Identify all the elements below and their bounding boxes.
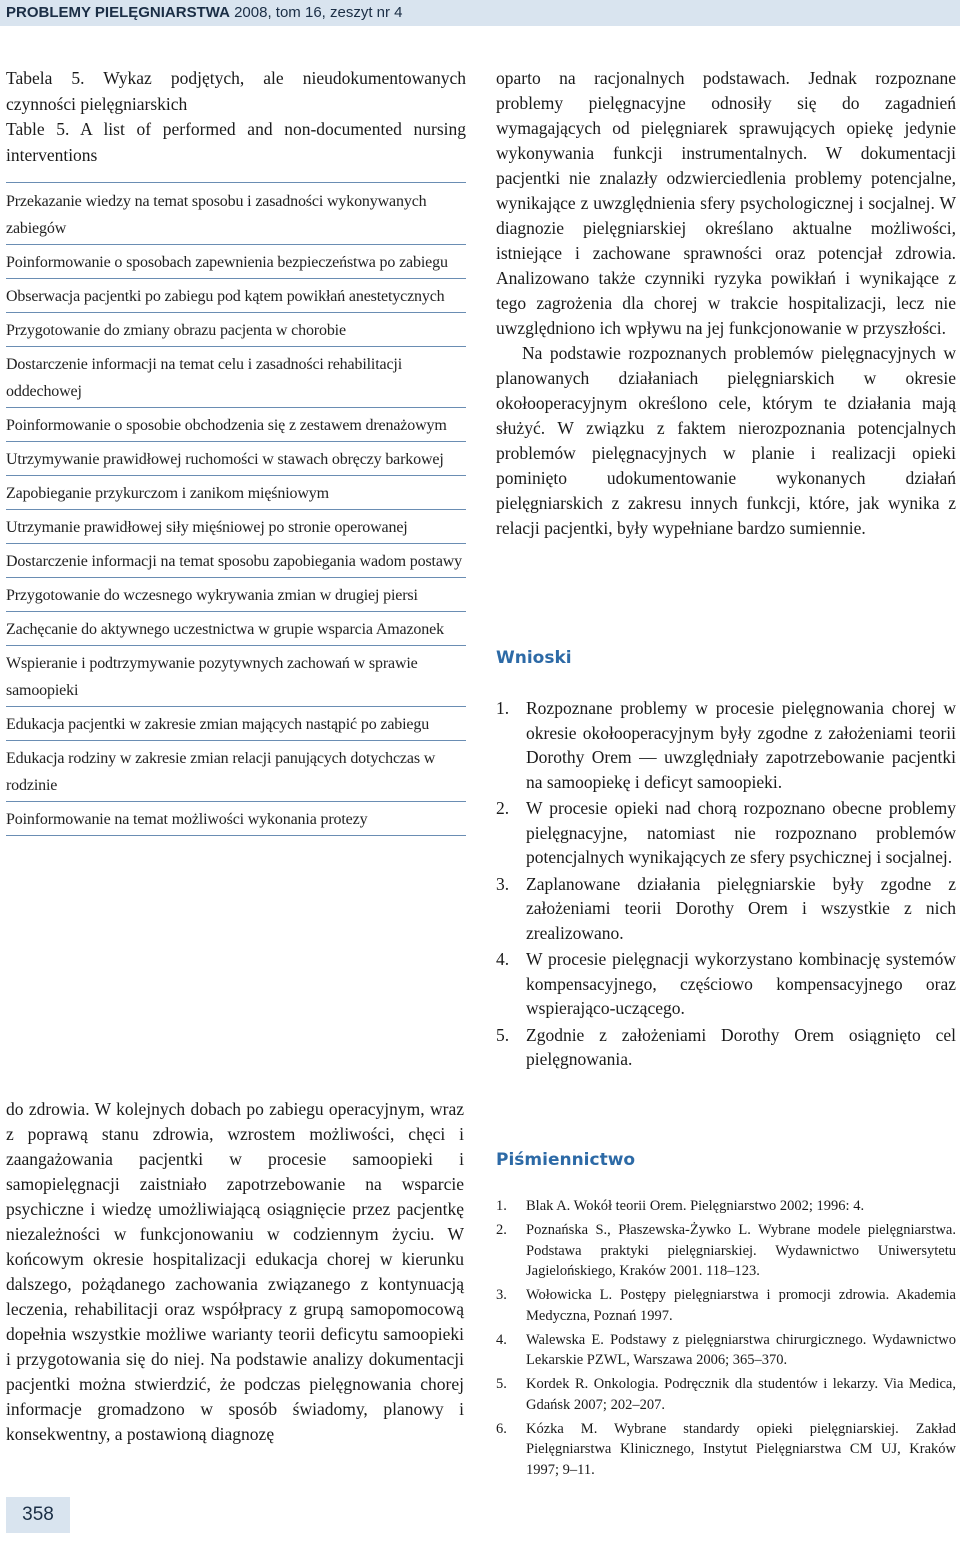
table-row: Dostarczenie informacji na temat celu i zasadności rehabilitacji oddechowej [6,350,466,408]
list-item [496,872,956,946]
table-5 [6,66,466,836]
table-rows [6,182,466,836]
table-row: Obserwacja pacjentki po zabiegu pod kątem powikłań anestetycznych [6,282,466,313]
table-row: Wspieranie i podtrzymywanie pozytywnych zachowań w sprawie samoopieki [6,649,466,707]
item-text: Zgodnie z założeniami Dorothy Orem osiągnięto cel pielęgnowania. [526,1024,956,1069]
table-row: Przygotowanie do wczesnego wykrywania zmian w drugiej piersi [6,581,466,612]
reference-item [496,1419,956,1481]
references-list [496,1196,956,1484]
reference-item [496,1330,956,1371]
table-row: Edukacja pacjentki w zakresie zmian mających nastąpić po zabiegu [6,710,466,741]
body-paragraph: do zdrowia. W kolejnych dobach po zabiegu operacyjnym, wraz z poprawą stanu zdrowia, wzrostem możliwości, chęci i zaangażowania pacjentki w procesie samoopieki i samopielęgnacji zaistniało zapotrzebowanie na wsparcie psychiczne i wiedzę umożliwiającą osiągnięcie przez pacjentkę niezależności w funkcjonowaniu w codziennym życiu. W końcowym okresie hospitalizacji edukacja chorej w kierunku dalszego, pożądanego zachowania związanego z kontynuacją leczenia, rehabilitacji oraz współpracy z grupą samopomocową dopełnia wszystkie możliwe warianty teorii deficytu samoopieki i przygotowania się do niej. Na podstawie analizy dokumentacji pacjentki można stwierdzić, że podczas pielęgnowania chorej informacje gromadzono w sposób świadomy, planowy i konsekwentny, a postawioną diagnozę [6,1099,464,1444]
page-number: 358 [6,1497,70,1533]
list-item [496,947,956,1021]
list-item [496,796,956,870]
item-text: W procesie pielęgnacji wykorzystano kombinację systemów kompensacyjnego, częściowo kompensacyjnego oraz wspierająco-uczącego. [526,949,956,1018]
reference-item [496,1220,956,1282]
references-heading: Piśmiennictwo [496,1150,636,1170]
reference-text: Blak A. Wokół teorii Orem. Pielęgniarstwo 2002; 1996: 4. [526,1198,865,1214]
table-caption-pl: Tabela 5. Wykaz podjętych, ale nieudokumentowanych czynności pielęgniarskich [6,68,466,114]
body-paragraph: Na podstawie rozpoznanych problemów pielęgnacyjnych w planowanych działaniach pielęgniarskich w okresie okołooperacyjnym określono cele, którym te działania mają służyć. W związku z faktem nierozpoznania potencjalnych problemów pielęgnacyjnych w planie i realizacji opieki pominięto udokumentowanie wykonanych działań pielęgniarskich z zakresu innych funkcji, które, jak wynika z relacji pacjentki, były wypełniane bardzo sumiennie. [496,343,956,538]
table-row: Zachęcanie do aktywnego uczestnictwa w grupie wsparcia Amazonek [6,615,466,646]
table-row: Dostarczenie informacji na temat sposobu zapobiegania wadom postawy [6,547,466,578]
item-text: Rozpoznane problemy w procesie pielęgnowania chorej w okresie okołooperacyjnym były zgodne z założeniami teorii Dorothy Orem — uwzględniały zapotrzebowanie pacjentki na samoopiekę i deficyt samoopieki. [526,698,956,792]
reference-item [496,1285,956,1326]
list-item [496,696,956,794]
item-number: 5. [496,1376,507,1392]
reference-item [496,1374,956,1415]
journal-name: PROBLEMY PIELĘGNIARSTWA [6,4,230,21]
reference-text: Kordek R. Onkologia. Podręcznik dla studentów i lekarzy. Via Medica, Gdańsk 2007; 202–207. [526,1376,956,1413]
table-row: Poinformowanie na temat możliwości wykonania protezy [6,805,466,836]
list-item [496,1023,956,1072]
item-number: 3. [496,873,510,894]
item-number: 6. [496,1420,507,1437]
reference-text: Wołowicka L. Postępy pielęgniarstwa i promocji zdrowia. Akademia Medyczna, Poznań 1997. [526,1287,956,1324]
item-text: W procesie opieki nad chorą rozpoznano obecne problemy pielęgnacyjne, natomiast nie rozpoznano problemów potencjalnych wynikających ze sfery psychicznej i socjalnej. [526,798,956,867]
body-paragraph: oparto na racjonalnych podstawach. Jednak rozpoznane problemy pielęgnacyjne odnosiły się do zagadnień wymagających od pielęgniarek sprawujących opiekę jedynie wykonywania funkcji instrumentalnych. W dokumentacji pacjentki nie znalazły odzwierciedlenia problemy potencjalne, wynikające z uwzględnienia sfery psychologicznej i socjalnej. W diagnozie pielęgniarskiej określano aktualne możliwości, istniejące i zachowane sprawności oraz potencjał zdrowia. Analizowano także czynniki ryzyka powikłań i wynikające z tego zagrożenia dla chorej w trakcie hospitalizacji, lecz nie uwzględniono ich wpływu na jej funkcjonowanie w przyszłości. [496,68,956,338]
item-number: 5. [496,1024,510,1045]
item-number: 4. [496,949,510,969]
journal-issue: 2008, tom 16, zeszyt nr 4 [234,4,403,21]
journal-header [6,3,403,23]
table-row: Edukacja rodziny w zakresie zmian relacji panujących dotychczas w rodzinie [6,744,466,802]
table-row: Przekazanie wiedzy na temat sposobu i zasadności wykonywanych zabiegów [6,182,466,245]
reference-text: Walewska E. Podstawy z pielęgniarstwa chirurgicznego. Wydawnictwo Lekarskie PZWL, Warszawa 2006; 365–370. [526,1331,956,1368]
conclusions-heading: Wnioski [496,648,572,668]
conclusions-list [496,696,956,1074]
reference-text: Kózka M. Wybrane standardy opieki pielęgniarskiej. Zakład Pielęgniarstwa Klinicznego, Instytut Pielęgniarstwa CM UJ, Kraków 1997; 9–11. [526,1420,956,1478]
right-column-text [496,66,956,541]
item-number: 1. [496,698,510,718]
table-row: Utrzymanie prawidłowej siły mięśniowej po stronie operowanej [6,513,466,544]
table-row: Zapobieganie przykurczom i zanikom mięśniowym [6,479,466,510]
item-number: 2. [496,1222,507,1238]
left-column-text [6,1097,464,1447]
table-row: Poinformowanie o sposobie obchodzenia się z zestawem drenażowym [6,411,466,442]
item-text: Zaplanowane działania pielęgniarskie były zgodne z założeniami teorii Dorothy Orem i wszystkie z nich zrealizowano. [526,873,956,943]
table-row: Utrzymywanie prawidłowej ruchomości w stawach obręczy barkowej [6,445,466,476]
table-row: Poinformowanie o sposobach zapewnienia bezpieczeństwa po zabiegu [6,248,466,279]
reference-item [496,1196,956,1217]
item-number: 4. [496,1331,507,1348]
item-number: 3. [496,1287,507,1303]
table-row: Przygotowanie do zmiany obrazu pacjenta w chorobie [6,316,466,347]
table-caption-en: Table 5. A list of performed and non-documented nursing interventions [6,119,466,165]
item-number: 1. [496,1198,507,1214]
item-number: 2. [496,798,510,818]
reference-text: Poznańska S., Płaszewska-Żywko L. Wybrane modele pielęgniarstwa. Podstawa praktyki pielęgniarskiej. Wydawnictwo Uniwersytetu Jagielońskiego, Kraków 2001. 118–123. [526,1222,956,1279]
